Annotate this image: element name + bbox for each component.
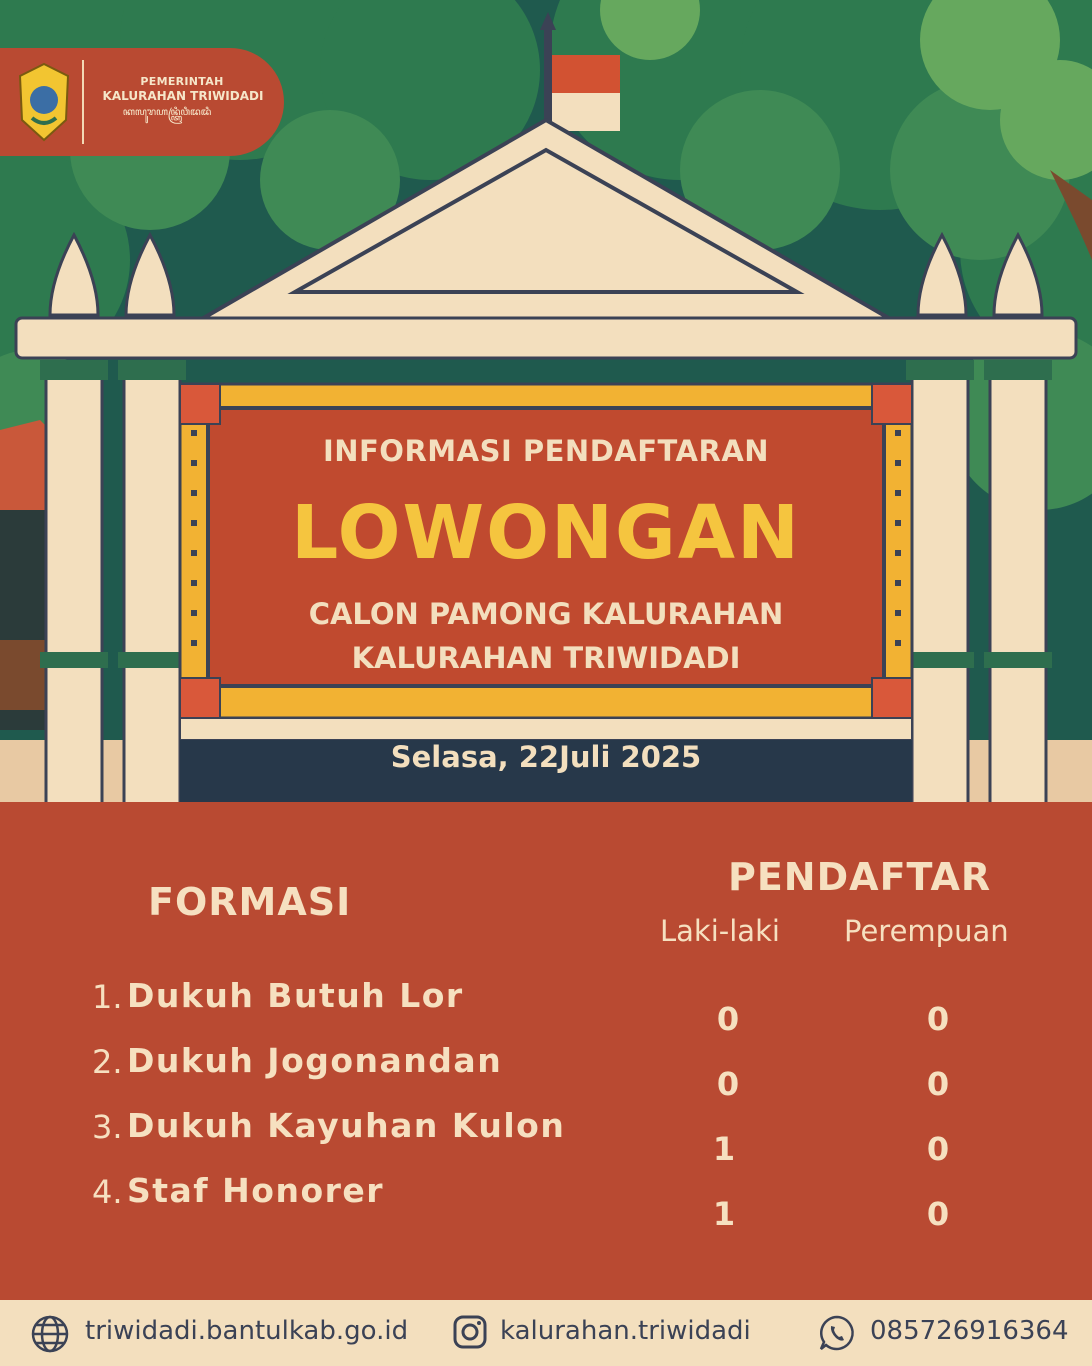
instagram-handle[interactable]: kalurahan.triwidadi [500,1316,751,1346]
row-female-count: 0 [926,1130,950,1168]
row-number: 3. [92,1108,123,1146]
sign-title: LOWONGAN [291,490,801,576]
row-male-count: 0 [716,1065,740,1103]
whatsapp-icon [818,1314,856,1352]
website-link[interactable]: triwidadi.bantulkab.go.id [85,1316,409,1346]
contact-footer [0,1300,1092,1366]
org-line1: PEMERINTAH [140,75,224,88]
org-line2: KALURAHAN TRIWIDADI [102,89,264,103]
row-male-count: 1 [712,1195,736,1233]
row-female-count: 0 [926,1000,950,1038]
emblem-icon [12,60,76,144]
badge-divider [82,60,84,144]
sign-subtitle: INFORMASI PENDAFTARAN [322,434,770,468]
instagram-icon [452,1314,488,1350]
row-female-count: 0 [926,1195,950,1233]
pendaftar-header: PENDAFTAR [728,855,992,899]
phone-number[interactable]: 085726916364 [870,1316,1069,1346]
row-number: 2. [92,1043,123,1081]
row-name: Dukuh Jogonandan [127,1041,503,1080]
sign-line1: CALON PAMONG KALURAHAN [308,597,784,631]
sign-line2: KALURAHAN TRIWIDADI [351,641,741,675]
row-name: Dukuh Kayuhan Kulon [127,1106,566,1145]
formasi-header: FORMASI [148,880,352,924]
org-line3-javanese: ꦏꦭꦸꦫꦲꦤ꧀ꦠꦿꦶꦮꦶꦢꦢꦶ [122,107,212,118]
row-number: 4. [92,1173,123,1211]
male-header: Laki-laki [660,914,780,948]
row-name: Dukuh Butuh Lor [127,976,464,1015]
row-male-count: 0 [716,1000,740,1038]
row-name: Staf Honorer [127,1171,385,1210]
announcement-date: Selasa, 22Juli 2025 [390,740,702,774]
row-male-count: 1 [712,1130,736,1168]
female-header: Perempuan [844,914,1009,948]
row-number: 1. [92,978,123,1016]
row-female-count: 0 [926,1065,950,1103]
globe-icon [30,1314,70,1354]
header-badge [0,48,284,156]
